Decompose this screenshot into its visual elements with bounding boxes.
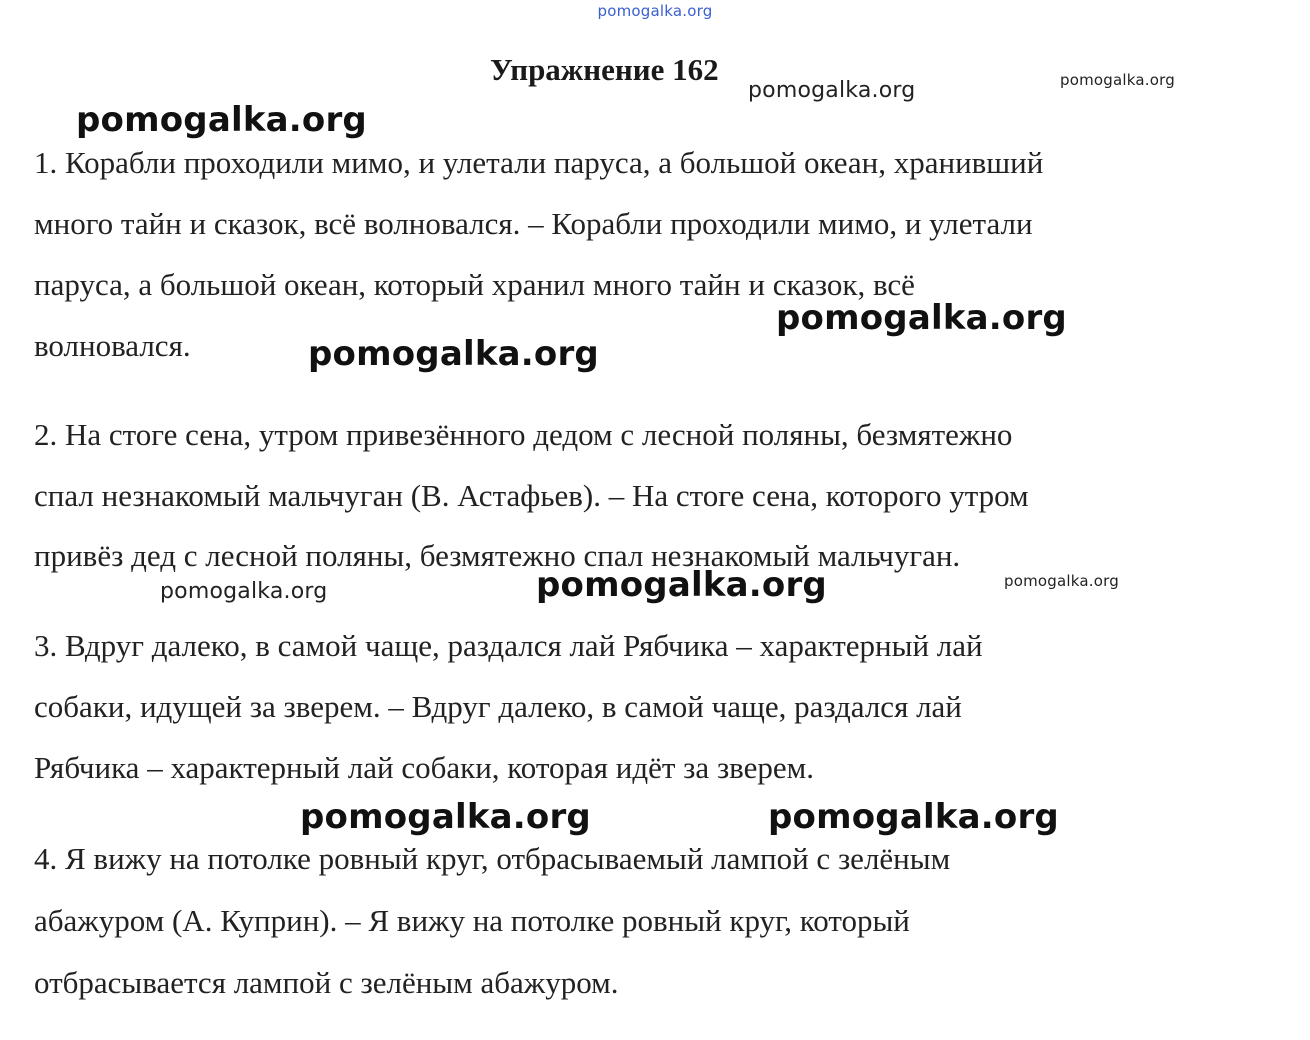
watermark: pomogalka.org bbox=[776, 298, 1067, 338]
paragraph-line: много тайн и сказок, всё волновался. – Корабли проходили мимо, и улетали bbox=[34, 206, 1033, 241]
exercise-title: Упражнение 162 bbox=[490, 52, 719, 87]
paragraph-line: спал незнакомый мальчуган (В. Астафьев). – На стоге сена, которого утром bbox=[34, 478, 1029, 513]
site-link[interactable]: pomogalka.org bbox=[597, 2, 713, 20]
paragraph-line: собаки, идущей за зверем. – Вдруг далеко, в самой чаще, раздался лай bbox=[34, 689, 962, 724]
paragraph-line: паруса, а большой океан, который хранил много тайн и сказок, всё bbox=[34, 267, 915, 302]
paragraph-line: 3. Вдруг далеко, в самой чаще, раздался лай Рябчика – характерный лай bbox=[34, 628, 983, 663]
paragraph-line: волновался. bbox=[34, 328, 191, 363]
paragraph-line: Рябчика – характерный лай собаки, которая идёт за зверем. bbox=[34, 750, 815, 785]
watermark: pomogalka.org bbox=[300, 797, 591, 837]
watermark: pomogalka.org bbox=[76, 100, 367, 140]
paragraph-line: абажуром (А. Куприн). – Я вижу на потолке ровный круг, который bbox=[34, 903, 910, 938]
watermark: pomogalka.org bbox=[748, 78, 916, 103]
watermark: pomogalka.org bbox=[768, 797, 1059, 837]
paragraph-line: привёз дед с лесной поляны, безмятежно спал незнакомый мальчуган. bbox=[34, 538, 961, 573]
watermark: pomogalka.org bbox=[1060, 71, 1175, 89]
paragraph-line: 4. Я вижу на потолке ровный круг, отбрасываемый лампой с зелёным bbox=[34, 841, 951, 876]
watermark: pomogalka.org bbox=[308, 334, 599, 374]
paragraph-line: 1. Корабли проходили мимо, и улетали паруса, а большой океан, хранивший bbox=[34, 145, 1044, 180]
paragraph-line: 2. На стоге сена, утром привезённого дедом с лесной поляны, безмятежно bbox=[34, 417, 1013, 452]
watermark: pomogalka.org bbox=[536, 565, 827, 605]
watermark: pomogalka.org bbox=[1004, 572, 1119, 590]
watermark: pomogalka.org bbox=[160, 579, 328, 604]
paragraph-line: отбрасывается лампой с зелёным абажуром. bbox=[34, 965, 619, 1000]
